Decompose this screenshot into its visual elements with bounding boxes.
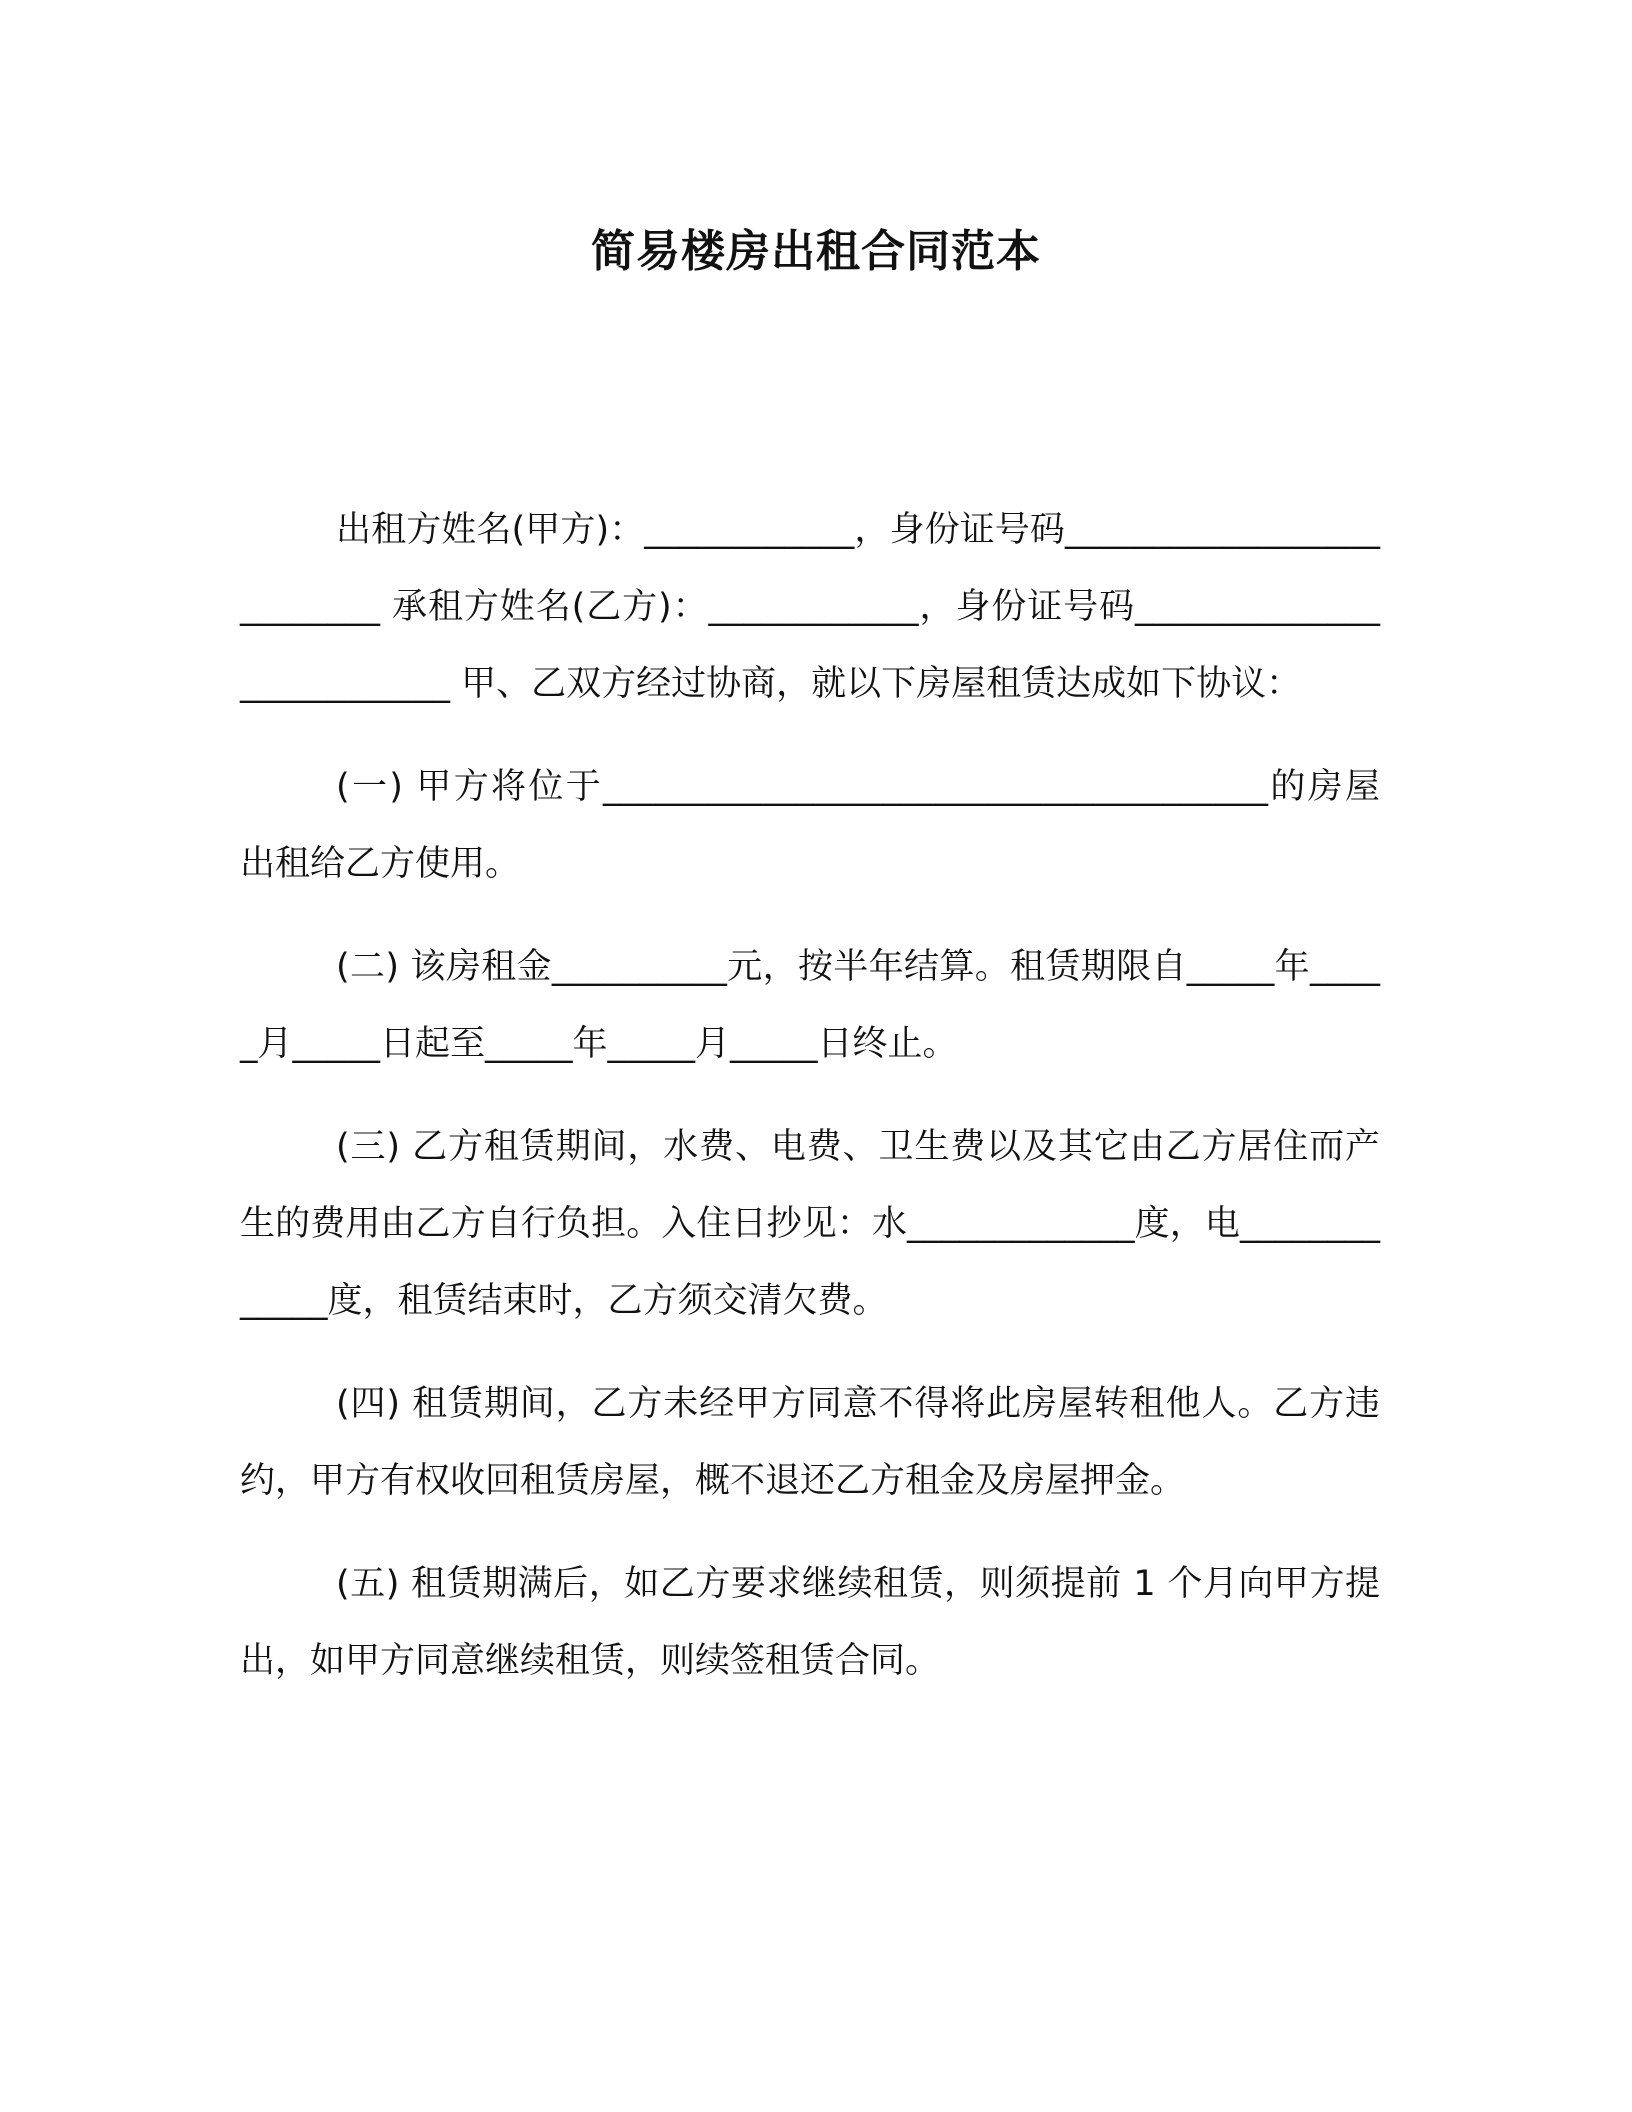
paragraph-gap — [240, 903, 1380, 929]
paragraph-gap — [240, 723, 1380, 749]
contract-body — [240, 492, 1380, 1700]
paragraph-clause-5: (五) 租赁期满后，如乙方要求继续租赁，则须提前 1 个月向甲方提出，如甲方同意继续租赁，则续签租赁合同。 — [240, 1564, 1380, 1681]
paragraph-clause-1: (一) 甲方将位于______________________________________的房屋出租给乙方使用。 — [240, 767, 1380, 884]
paragraph-clause-3: (三) 乙方租赁期间，水费、电费、卫生费以及其它由乙方居住而产生的费用由乙方自行负担。入住日抄见：水_____________度，电_____________度，租赁结束时，乙方须交清欠费。 — [240, 1127, 1380, 1321]
paragraph-clause-4: (四) 租赁期间，乙方未经甲方同意不得将此房屋转租他人。乙方违约，甲方有权收回租赁房屋，概不退还乙方租金及房屋押金。 — [240, 1384, 1380, 1501]
paragraph-gap — [240, 1340, 1380, 1366]
paragraph-gap — [240, 1083, 1380, 1109]
paragraph-parties: 出租方姓名(甲方)：____________，身份证号码__________________________ 承租方姓名(乙方)：____________，身份证号码__________________________ 甲、乙双方经过协商，就以下房屋租赁达成如下协议： — [240, 510, 1380, 704]
page-title: 简易楼房出租合同范本 — [591, 226, 1041, 277]
paragraph-gap — [240, 1520, 1380, 1546]
paragraph-clause-2: (二) 该房租金__________元，按半年结算。租赁期限自_____年_____月_____日起至_____年_____月_____日终止。 — [240, 947, 1380, 1064]
